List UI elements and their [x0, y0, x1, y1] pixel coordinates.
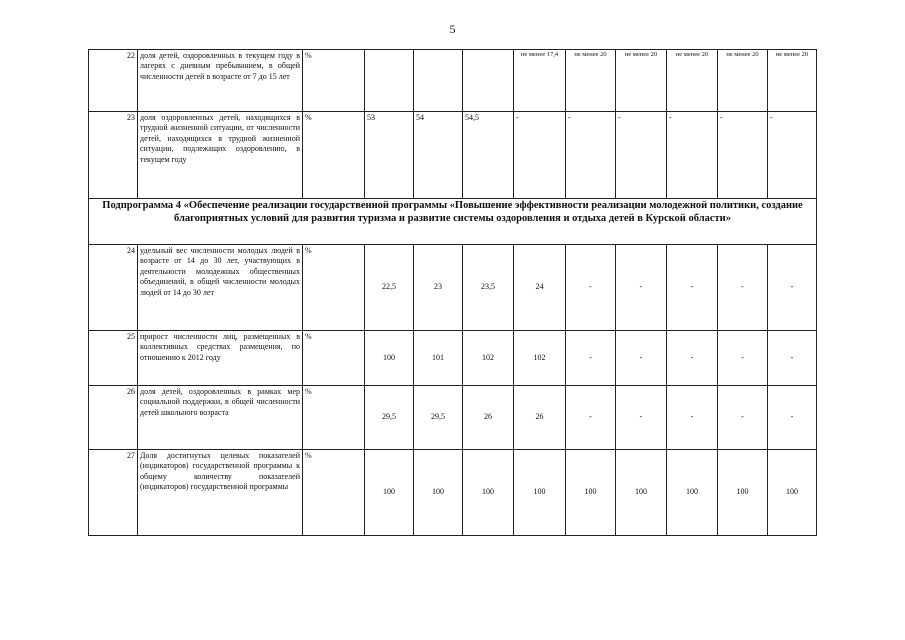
unit-cell: %: [303, 245, 365, 331]
page-number: 5: [449, 22, 456, 36]
value-cell: 100: [768, 450, 817, 536]
unit-cell: %: [303, 331, 365, 386]
value-cell: 54,5: [463, 112, 514, 199]
value-cell: 24: [514, 245, 566, 331]
indicator-name: удельный вес численности молодых людей в возрасте от 14 до 30 лет, участвующих в деятельности молодежных общественных объединений, в общей численности молодых людей от 14 до 30 лет: [138, 245, 303, 331]
value-cell: 101: [414, 331, 463, 386]
value-cell: -: [768, 245, 817, 331]
value-cell: 100: [616, 450, 667, 536]
subprogram-title: Подпрограмма 4 «Обеспечение реализации государственной программы «Повышение эффективности реализации молодежной политики, создание благоприятных условий для развития туризма и развитие системы оздоровления и отдыха детей в Курской области»: [89, 199, 817, 245]
value-cell: не менее 20: [616, 50, 667, 112]
value-cell: -: [718, 245, 768, 331]
row-number: 22: [89, 50, 138, 112]
value-cell: -: [514, 112, 566, 199]
value-cell: 100: [463, 450, 514, 536]
value-cell: не менее 17,4: [514, 50, 566, 112]
unit-cell: %: [303, 112, 365, 199]
unit-cell: %: [303, 50, 365, 112]
value-cell: -: [768, 386, 817, 450]
table-row: [89, 245, 817, 331]
indicator-name: Доля достигнутых целевых показателей (индикаторов) государственной программы к общему количеству показателей (индикаторов) государственной программы: [138, 450, 303, 536]
table-row: [89, 199, 817, 245]
value-cell: -: [616, 386, 667, 450]
value-cell: -: [718, 112, 768, 199]
value-cell: 29,5: [414, 386, 463, 450]
value-cell: -: [667, 331, 718, 386]
value-cell: 53: [365, 112, 414, 199]
table-row: [89, 50, 817, 112]
value-cell: 100: [365, 450, 414, 536]
value-cell: 29,5: [365, 386, 414, 450]
value-cell: 22,5: [365, 245, 414, 331]
value-cell: -: [768, 112, 817, 199]
value-cell: 102: [514, 331, 566, 386]
value-cell: 100: [718, 450, 768, 536]
value-cell: -: [667, 245, 718, 331]
value-cell: 23: [414, 245, 463, 331]
table-row: [89, 112, 817, 199]
indicator-name: доля детей, оздоровленных в текущем году в лагерях с дневным пребыванием, в общей численности детей в возрасте от 7 до 15 лет: [138, 50, 303, 112]
value-cell: не менее 20: [718, 50, 768, 112]
value-cell: -: [566, 331, 616, 386]
unit-cell: %: [303, 386, 365, 450]
row-number: 24: [89, 245, 138, 331]
row-number: 23: [89, 112, 138, 199]
value-cell: [463, 50, 514, 112]
value-cell: -: [667, 386, 718, 450]
value-cell: [414, 50, 463, 112]
row-number: 26: [89, 386, 138, 450]
value-cell: не менее 20: [566, 50, 616, 112]
value-cell: -: [768, 331, 817, 386]
value-cell: 26: [463, 386, 514, 450]
value-cell: -: [718, 386, 768, 450]
value-cell: 100: [667, 450, 718, 536]
value-cell: 23,5: [463, 245, 514, 331]
value-cell: -: [566, 112, 616, 199]
value-cell: -: [566, 245, 616, 331]
value-cell: -: [616, 245, 667, 331]
table-row: [89, 386, 817, 450]
value-cell: -: [667, 112, 718, 199]
value-cell: -: [616, 112, 667, 199]
value-cell: 102: [463, 331, 514, 386]
value-cell: не менее 20: [768, 50, 817, 112]
indicator-name: доля детей, оздоровленных в рамках мер социальной поддержки, в общей численности детей школьного возраста: [138, 386, 303, 450]
value-cell: -: [616, 331, 667, 386]
value-cell: 100: [365, 331, 414, 386]
indicator-name: прирост численности лиц, размещенных в коллективных средствах размещения, по отношению к 2012 году: [138, 331, 303, 386]
value-cell: -: [566, 386, 616, 450]
indicators-table: [88, 49, 817, 536]
indicator-name: доля оздоровленных детей, находящихся в трудной жизненной ситуации, от численности детей, находящихся в трудной жизненной ситуации, подлежащих оздоровлению, в текущем году: [138, 112, 303, 199]
row-number: 25: [89, 331, 138, 386]
value-cell: не менее 20: [667, 50, 718, 112]
value-cell: -: [718, 331, 768, 386]
unit-cell: %: [303, 450, 365, 536]
value-cell: 100: [566, 450, 616, 536]
value-cell: 100: [414, 450, 463, 536]
row-number: 27: [89, 450, 138, 536]
value-cell: [365, 50, 414, 112]
table-row: [89, 450, 817, 536]
value-cell: 54: [414, 112, 463, 199]
value-cell: 26: [514, 386, 566, 450]
table-row: [89, 331, 817, 386]
value-cell: 100: [514, 450, 566, 536]
